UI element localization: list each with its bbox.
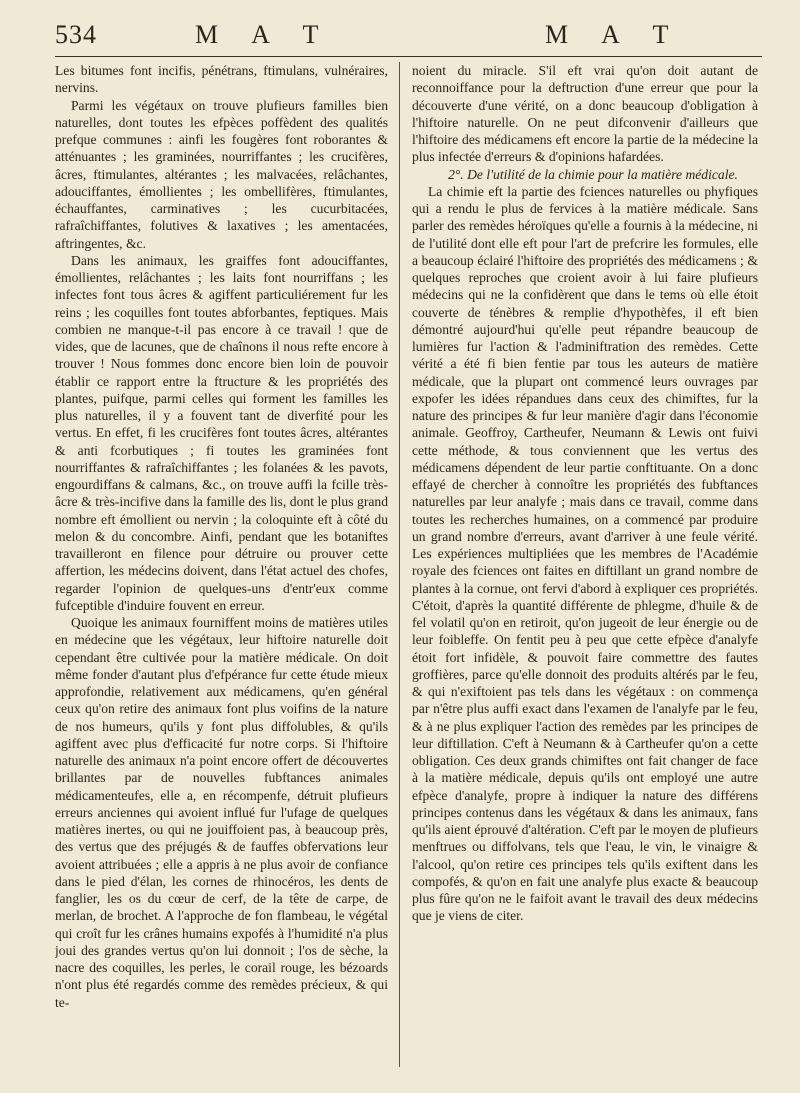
paragraph: La chimie eft la partie des fciences naturelles ou phyfiques qui a rendu le plus de fervices à la matière médicale. Sans parler des remèdes héroïques qu'elle a fournis à la médecine, ni de l'utilité dont elle eft pour l'art de prefcrire les formules, elle a beaucoup éclairé l'hiftoire des propriétés des médicamens ; & quelques reproches que croient avoir à lui faire plufieurs médecins qui ne la confidèrent que dans le tems où elle étoit couverte de ténèbres & remplie d'hypothèfes, il eft bien démontré aujourd'hui qu'elle peut répandre beaucoup de lumières fur l'action & l'adminiftration des remèdes. Cette vérité a été fi bien fentie par tous les auteurs de matière médicale, que la plupart ont commencé leurs ouvrages par expofer les idées répandues dans ceux des chimiftes, fur la nature des principes & fur leur manière d'agir dans l'économie animale. Geoffroy, Cartheufer, Neumann & Lewis ont fuivi cette méthode, & tous conviennent que les vertus des médicamens dépendent de leur partie conftituante. On a donc effayé de chercher à connoître les propriétés des fubftances naturelles par leur analyfe ; mais dans ce travail, comme dans toutes les recherches humaines, on a commencé par produire un grand nombre d'erreurs, avant d'arriver à une feule vérité. Les expériences multipliées que les membres de l'Académie royale des fciences ont faites en diftillant un grand nombre de plantes à la cornue, ont fervi d'abord à expliquer ces propriétés. C'étoit, d'après la quantité différente de phlegme, d'huile & de fel volatil qu'on en retiroit, qu'on jugeoit de leur énergie ou de leur foibleffe. On fentit peu à peu que cette efpèce d'analyfe étoit fort infidèle, & pouvoit faire commettre des fautes groffières, parce qu'elle donnoit des produits altérés par le feu, & qui n'exiftoient pas tels dans les végétaux : on commença par n'être plus auffi exact dans l'examen de l'analyfe par le feu, & à ne plus expliquer l'action des remèdes par les principes de leur diftillation. C'eft à Neumann & à Cartheufer qu'on a cette obligation. Ces deux grands chimiftes ont fait changer de face à la matière médicale, depuis qu'ils ont employé une autre efpèce d'analyfe, propre à indiquer la nature des différens principes contenus dans les végétaux & dans les animaux, fans qu'ils aient éprouvé d'altération. C'eft par le moyen de plufieurs menftrues ou diffolvans, tels que l'eau, le vin, le vinaigre & l'alcool, qu'on retire ces principes tels qu'ils exiftent dans les compofés, & qu'on en fait une analyfe plus exacte & beaucoup plus fûre qu'on ne le faifoit avant le travail des deux médecins que je viens de citer.: [412, 183, 758, 924]
paragraph: Parmi les végétaux on trouve plufieurs familles bien naturelles, dont toutes les efpèces poffèdent des qualités prefque communes : ainfi les fougères font roborantes & atténuantes ; les graminées, nourriffantes ; les crucifères, âcres, ftimulantes, altérantes ; les malvacées, relâchantes, adouciffantes, émollientes ; les ombellifères, ftimulantes, échauffantes, carminatives ; les cucurbitacées, rafraîchiffantes, folutives & laxatives ; les amentacées, aftringentes, &c.: [55, 97, 388, 251]
paragraph: Quoique les animaux fourniffent moins de matières utiles en médecine que les végétaux, leur hiftoire naturelle doit cependant être cultivée pour la matière médicale. On doit même fonder d'autant plus d'efpérance fur cette étude mieux approfondie, relativement aux médicamens, qu'en général ceux qu'on retire des animaux font plus voifins de la nature de nos humeurs, qu'ils y font plus diffolubles, & qu'ils agiffent avec plus d'efficacité fur notre corps. Si l'hiftoire naturelle des animaux n'a point encore offert de découvertes brillantes par de nouvelles fubftances animales médicamenteufes, elle a, en récompenfe, détruit plufieurs erreurs anciennes qui avoient influé fur l'ufage de quelques matières inertes, ou qui ne jouiffoient pas, à beaucoup près, des vertus que des préjugés & de fauffes obfervations leur avoient attribuées ; elle a appris à ne plus avoir de confiance dans le pied d'élan, les cornes de rhinocéros, les dents de fanglier, les os du cœur de cerf, de la tête de carpe, de merlan, de brochet. A l'approche de fon flambeau, le végétal qui croît fur les crânes humains expofés à l'humidité n'a plus joui des grandes vertus qu'on lui donnoit ; l'os de sèche, la nacre des coquilles, les perles, le corail rouge, les bézoards n'ont plus été regardés comme des remèdes précieux, & qui te-: [55, 615, 388, 1010]
left-column: [55, 62, 388, 1072]
paragraph: Les bitumes font incifis, pénétrans, ftimulans, vulnéraires, nervins.: [55, 63, 388, 96]
running-title-right: M A T: [545, 20, 683, 49]
column-divider: [399, 62, 400, 1067]
paragraph: Dans les animaux, les graiffes font adouciffantes, émollientes, relâchantes ; les laits font nourriffans ; les infectes font tous âcres & agiffent particuliérement fur les reins ; les coquilles font toutes abforbantes, feptiques. Mais combien ne manque-t-il pas encore à ce travail ! que de vides, que de lacunes, que de chaînons il nous refte encore à trouver ! Nous fommes donc encore bien loin de pouvoir établir ce rapport entre la ftructure & les propriétés des plantes, puifque, parmi celles qui forment les familles les plus naturelles, il y a fouvent tant de diverfité pour les vertus. En effet, fi les crucifères font toutes âcres, altérantes & anti fcorbutiques ; fi toutes les graminées font nourriffantes & rafraîchiffantes ; les folanées & les pavots, engourdiffans & calmans, &c., on trouve auffi la fcille très-âcre & très-incifive dans la famille des lis, dont le plus grand nombre eft émollient ou nervin ; la coloquinte eft à côté du melon & du concombre. Ainfi, pendant que les botaniftes travailleront en filence pour détruire ou prouver cette affertion, les médecins doivent, dans l'état actuel des chofes, regarder l'opinion de quelques-uns d'entr'eux comme fufceptible d'induire fouvent en erreur.: [55, 252, 388, 613]
running-header: [55, 20, 760, 54]
paragraph: noient du miracle. S'il eft vrai qu'on doit autant de reconnoiffance pour la deftruction d'une erreur que pour la découverte d'une vérité, on a donc beaucoup d'obligation à l'hiftoire naturelle. On ne peut difconvenir d'ailleurs que l'hiftoire des médicamens eft encore la partie de la médecine la plus infectée d'erreurs & d'opinions hafardées.: [412, 63, 758, 165]
right-column: [412, 62, 758, 1072]
page-number: 534: [55, 20, 97, 49]
running-title-left: M A T: [195, 20, 333, 49]
header-rule: [55, 56, 762, 57]
section-heading: 2°. De l'utilité de la chimie pour la matière médicale.: [448, 166, 738, 182]
